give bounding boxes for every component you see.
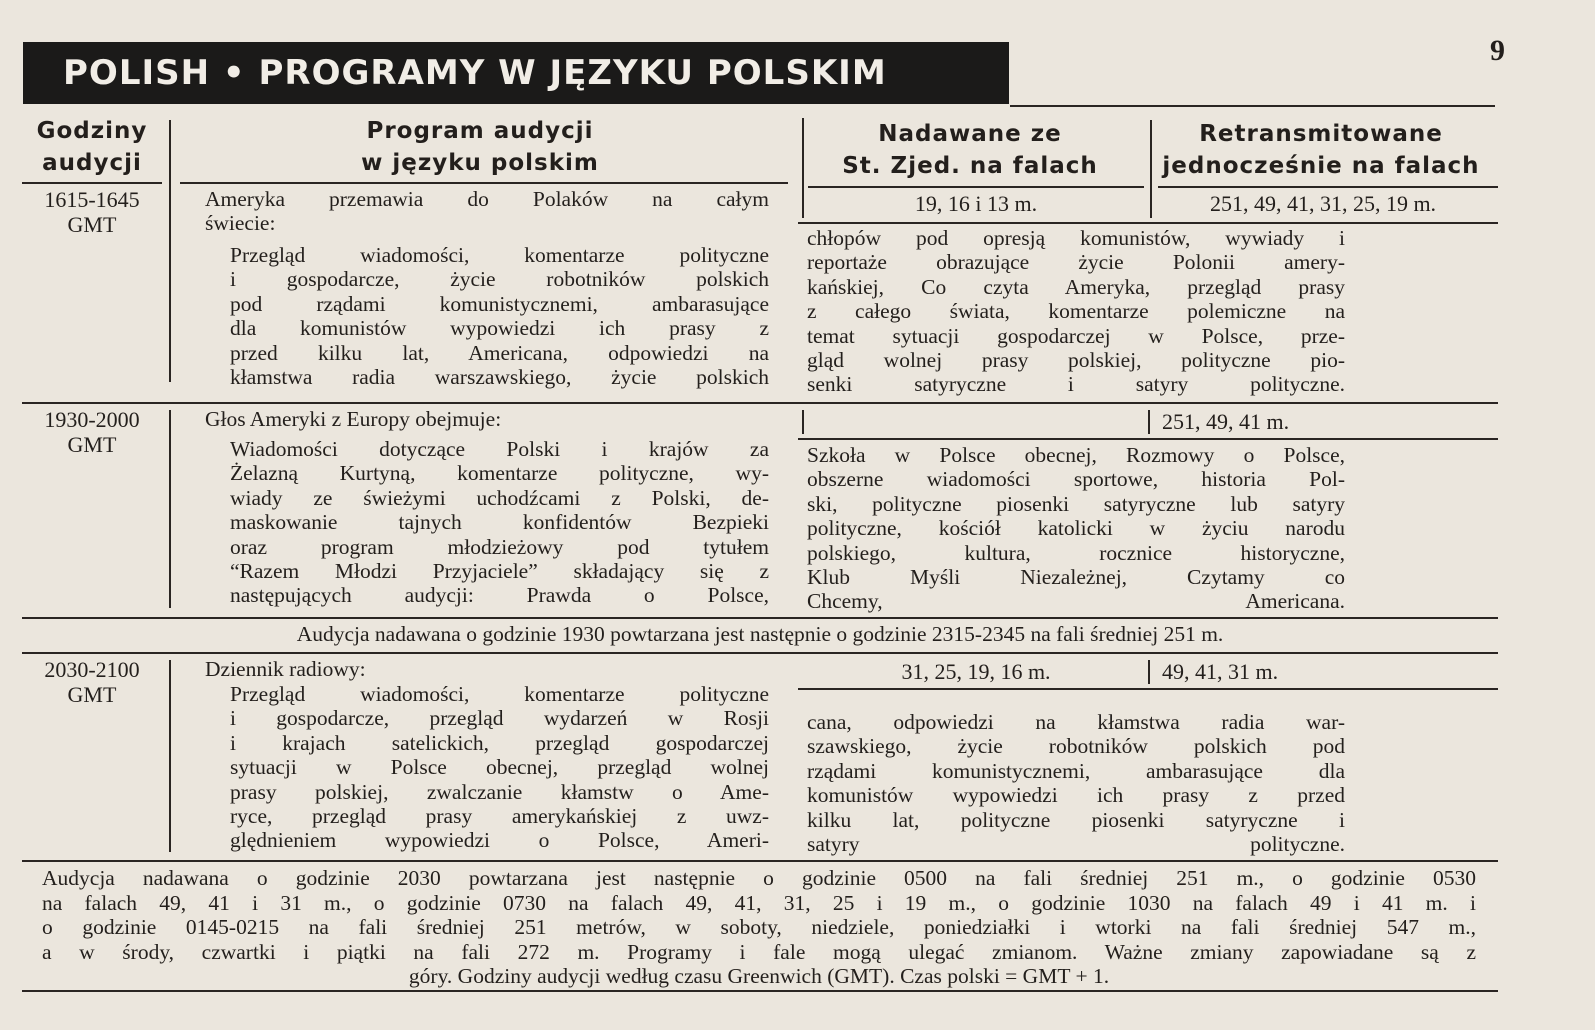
header-rule [22,182,162,184]
header-relay-frequencies: Retransmitowane jednocześnie na falach [1162,121,1480,179]
repeat-note: Audycja nadawana o godzinie 1930 powtarzana jest następnie o godzinie 2315-2345 na fali średniej 251 m. [296,622,1224,646]
col-divider [802,410,804,434]
col-divider [169,660,171,852]
banner-rule [1010,105,1495,107]
row2-time: 1930-2000 GMT [44,407,140,457]
col-divider [1148,660,1150,684]
row3-freq-rule [798,688,1498,690]
row3-body: Przegląd wiadomości, komentarze polityczne i gospodarcze, przegląd wydarzeń w Rosji i krajach satelickich, przegląd gospodarczej sytuacji w Polsce obecnej, przegląd wolnej prasy polskiej, zwalczanie kłamstw o Ame- ryce, przegląd prasy amerykańskiej z uwz- ględnieniem wypowiedzi o Polsce, Ameri- [230,682,769,853]
row-separator [22,617,1498,619]
row2-title: Głos Ameryki z Europy obejmuje: [205,407,502,431]
header-hours: Godziny audycji [36,118,148,176]
row3-relay-frequency: 49, 41, 31 m. [1162,659,1279,684]
bottom-rule [22,990,1498,992]
row1-freq-rule [798,222,1498,224]
col-divider [1150,120,1152,218]
row-separator [22,652,1498,654]
row1-us-frequency: 19, 16 i 13 m. [914,191,1038,216]
row2-continuation: Szkoła w Polsce obecnej, Rozmowy o Polsce, obszerne wiadomości sportowe, historia Pol- ski, polityczne piosenki satyryczne lub satyry polityczne, kościół katolicki w życiu narodu polskiego, kultura, rocznice historyczne, Klub Myśli Niezależnej, Czytamy co Chcemy, Americana. [807,443,1345,614]
header-rule [808,186,1144,188]
row2-body: Wiadomości dotyczące Polski i krajów za Żelazną Kurtyną, komentarze polityczne, wy- wiady ze świeżymi uchodźcami z Polski, de- maskowanie tajnych konfidentów Bezpieki oraz program młodzieżowy pod tytułem “Razem Młodzi Przyjaciele” składający się z następujących audycji: Prawda o Polsce, [230,437,769,608]
col-divider [169,410,171,608]
page-title-banner: POLISH • PROGRAMY W JĘZYKU POLSKIM [23,42,1009,104]
row1-title: Ameryka przemawia do Polaków na całym świecie: [205,187,769,236]
col-divider [1148,410,1150,434]
row3-continuation: cana, odpowiedzi na kłamstwa radia war- szawskiego, życie robotników polskich pod rządami komunistycznemi, ambarasujące dla komunistów wypowiedzi ich prasy z przed kilku lat, polityczne piosenki satyryczne i satyry polityczne. [807,710,1345,857]
row1-continuation: chłopów pod opresją komunistów, wywiady i reportaże obrazujące życie Polonii amery- kańskiej, Co czyta Ameryka, przegląd prasy z całego świata, komentarze polemiczne na temat sytuacji gospodarczej w Polsce, prze- gląd wolnej prasy polskiej, polityczne pio- senki satyryczne i satyry polityczne. [807,226,1345,397]
row1-body: Przegląd wiadomości, komentarze polityczne i gospodarcze, życie robotników polskich pod rządami komunistycznemi, ambarasujące dla komunistów wypowiedzi ich prasy z przed kilku lat, Americana, odpowiedzi na kłamstwa radia warszawskiego, życie polskich [230,243,769,390]
page-number: 9 [1490,34,1505,67]
row1-time: 1615-1645 GMT [44,187,140,237]
header-rule [180,182,788,184]
header-us-frequencies: Nadawane ze St. Zjed. na falach [842,121,1098,179]
row1-relay-frequency: 251, 49, 41, 31, 25, 19 m. [1209,191,1437,216]
row3-title: Dziennik radiowy: [205,657,366,681]
row3-time: 2030-2100 GMT [44,657,140,707]
col-divider [169,120,171,382]
row2-relay-frequency: 251, 49, 41 m. [1162,409,1290,434]
footer-note: Audycja nadawana o godzinie 2030 powtarzana jest następnie o godzinie 0500 na fali średniej 251 m., o godzinie 0530 na falach 49, 41 i 31 m., o godzinie 0730 na falach 49, 41, 31, 25 i 19 m., o godzinie 1030 na falach 49 i 41 m. i o godzinie 0145-0215 na fali średniej 251 metrów, w soboty, niedziele, poniedziałki i wtorki na fali średniej 547 m., a w środy, czwartki i piątki na fali 272 m. Programy i fale mogą ulegać zmianom. Ważne zmiany zapowiadane są z góry. Godziny audycji według czasu Greenwich (GMT). Czas polski = GMT + 1. [42,866,1476,988]
row-separator [22,402,1498,404]
col-divider [802,118,804,218]
row-separator [22,860,1498,862]
row3-us-frequency: 31, 25, 19, 16 m. [901,659,1051,684]
header-rule [1158,186,1498,188]
row2-freq-rule [798,438,1498,440]
header-program: Program audycji w języku polskim [361,118,599,176]
